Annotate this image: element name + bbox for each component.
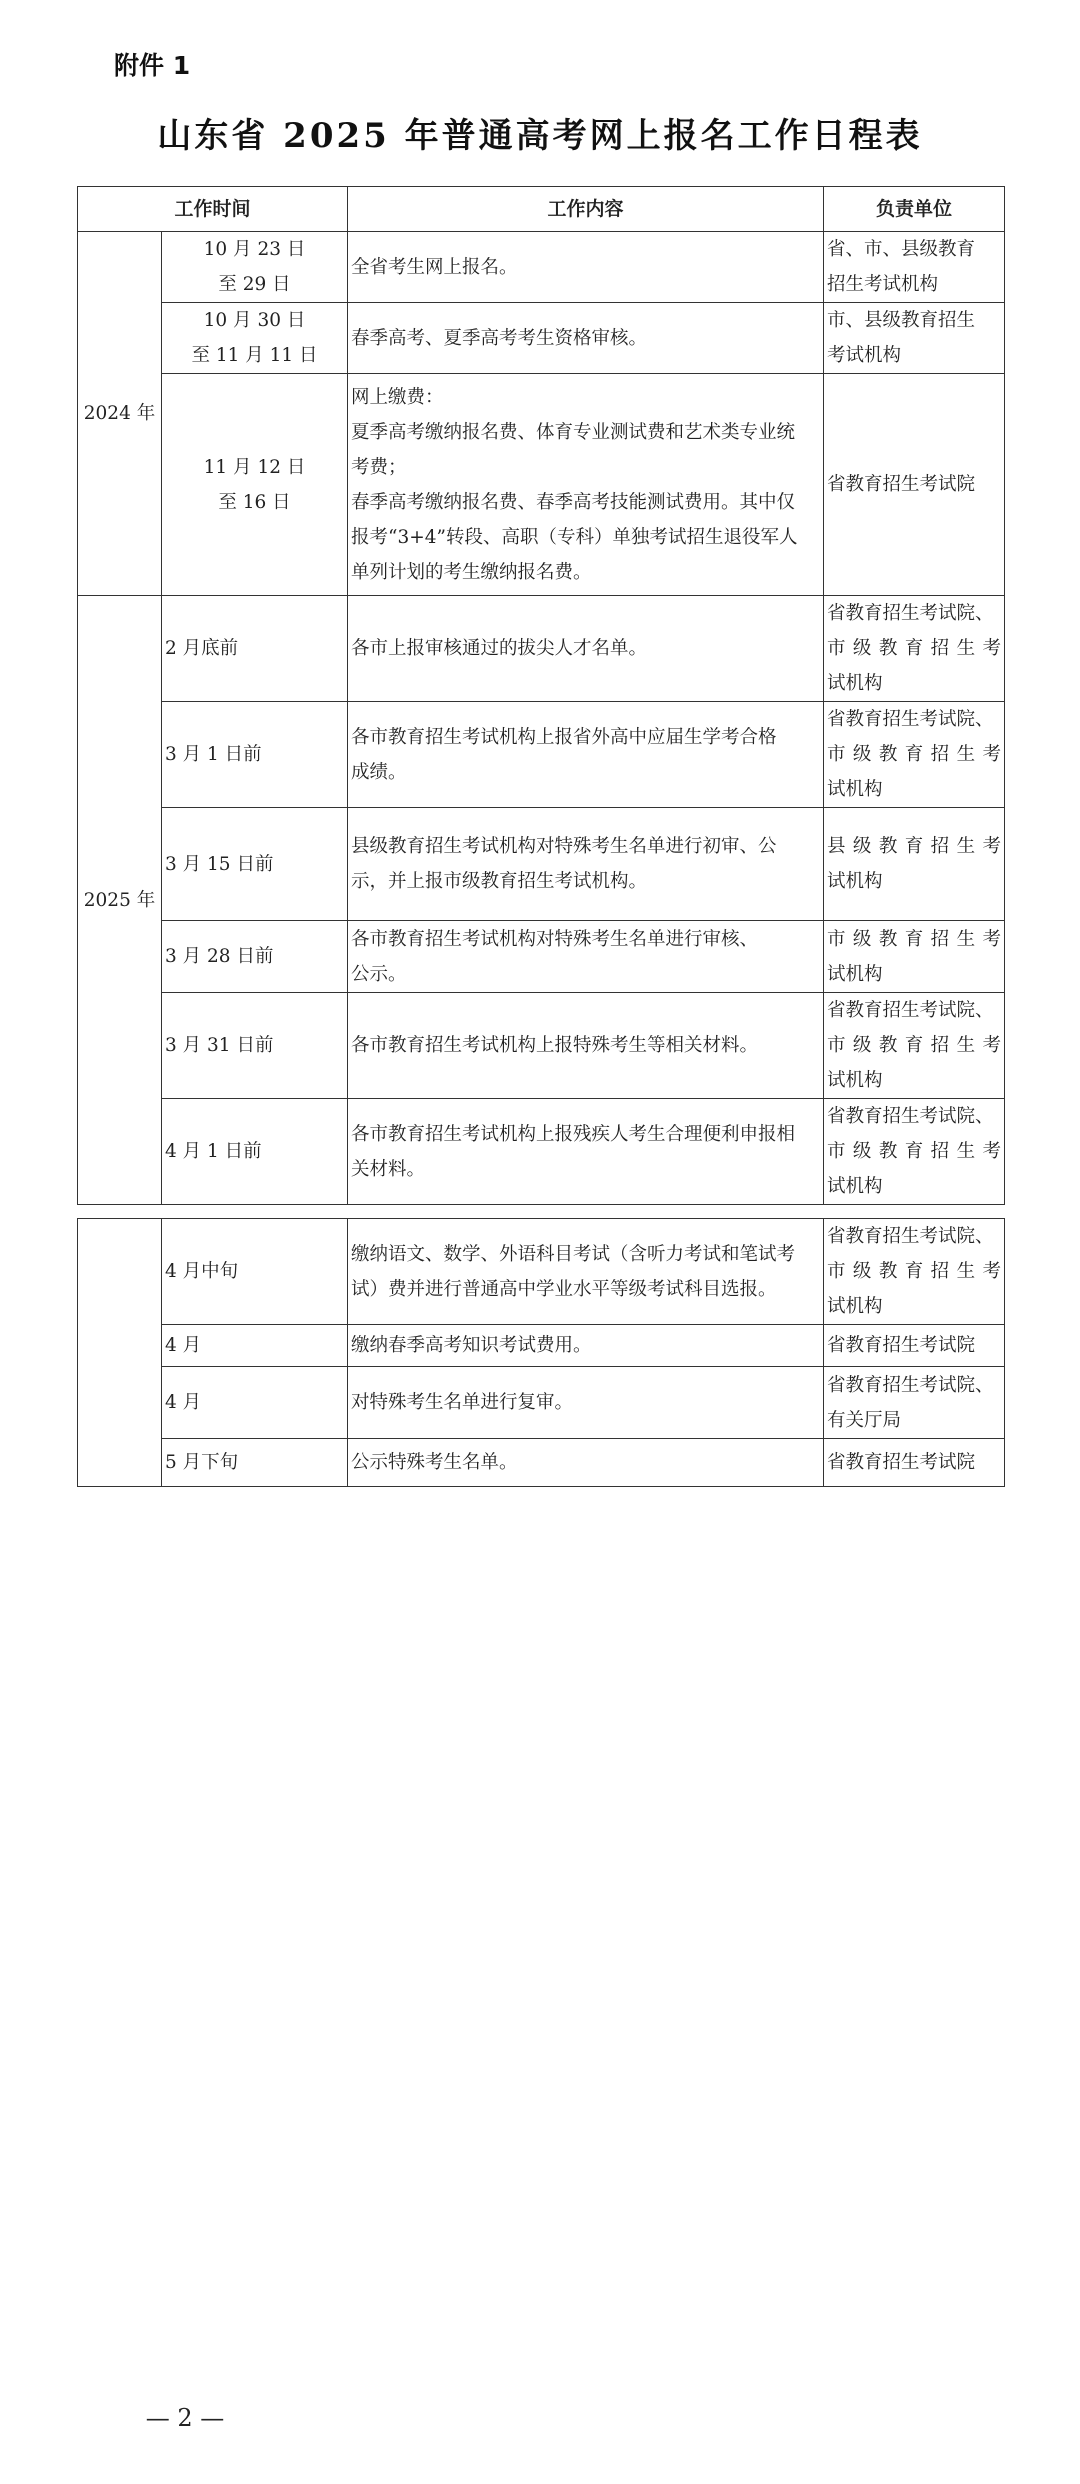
content-line: 春季高考缴纳报名费、春季高考技能测试费用。其中仅 bbox=[351, 491, 796, 513]
content-line: 单列计划的考生缴纳报名费。 bbox=[351, 561, 592, 583]
content-line: 各市教育招生考试机构上报省外高中应届生学考合格 bbox=[351, 726, 777, 748]
content-cell bbox=[348, 596, 824, 702]
content-line: 夏季高考缴纳报名费、体育专业测试费和艺术类专业统 bbox=[351, 421, 796, 443]
unit-line: 试机构 bbox=[827, 1176, 883, 1197]
content-line: 公示。 bbox=[351, 963, 407, 985]
page-number: — 2 — bbox=[145, 2404, 225, 2432]
content-line: 各市教育招生考试机构上报特殊考生等相关材料。 bbox=[351, 1035, 759, 1056]
content-line: 网上缴费： bbox=[351, 386, 444, 408]
unit-line: 省教育招生考试院 bbox=[827, 1452, 976, 1473]
date-line: 至 29 日 bbox=[218, 274, 291, 295]
table-row bbox=[78, 993, 1005, 1099]
year-cell-2024: 2024 年 bbox=[78, 232, 162, 596]
date-cell: 2 月底前 bbox=[162, 596, 348, 702]
table-row bbox=[78, 303, 1005, 374]
unit-line: 市级教育招生考 bbox=[827, 744, 1002, 765]
content-cell bbox=[348, 232, 824, 303]
unit-line: 市级教育招生考 bbox=[827, 928, 1002, 950]
unit-cell bbox=[824, 1439, 1005, 1487]
unit-line: 试机构 bbox=[827, 1070, 883, 1091]
unit-cell bbox=[824, 921, 1005, 993]
unit-line: 有关厅局 bbox=[827, 1409, 902, 1431]
content-cell bbox=[348, 921, 824, 993]
table-row bbox=[78, 596, 1005, 702]
content-cell bbox=[348, 1439, 824, 1487]
content-line: 缴纳春季高考知识考试费用。 bbox=[351, 1335, 592, 1356]
unit-line: 市级教育招生考 bbox=[827, 1035, 1002, 1056]
unit-line: 市级教育招生考 bbox=[827, 1141, 1002, 1162]
date-cell: 5 月下旬 bbox=[162, 1439, 348, 1487]
content-line: 各市上报审核通过的拔尖人才名单。 bbox=[351, 638, 648, 659]
unit-cell bbox=[824, 1219, 1005, 1325]
date-line: 11 月 12 日 bbox=[203, 456, 306, 478]
table-row bbox=[78, 1219, 1005, 1325]
unit-line: 省教育招生考试院、 bbox=[827, 603, 994, 624]
table-row bbox=[78, 921, 1005, 993]
unit-cell bbox=[824, 1367, 1005, 1439]
header-work-time: 工作时间 bbox=[78, 187, 348, 232]
content-cell bbox=[348, 808, 824, 921]
content-cell bbox=[348, 1099, 824, 1205]
unit-line: 县级教育招生考 bbox=[827, 836, 1002, 857]
unit-line: 招生考试机构 bbox=[827, 274, 939, 295]
date-cell bbox=[162, 303, 348, 374]
unit-cell bbox=[824, 596, 1005, 702]
date-cell: 3 月 28 日前 bbox=[162, 921, 348, 993]
date-cell: 3 月 31 日前 bbox=[162, 993, 348, 1099]
year-cell-continued bbox=[78, 1219, 162, 1487]
content-line: 缴纳语文、数学、外语科目考试（含听力考试和笔试考 bbox=[351, 1243, 796, 1265]
content-cell bbox=[348, 1367, 824, 1439]
content-line: 成绩。 bbox=[351, 761, 407, 783]
unit-cell bbox=[824, 702, 1005, 808]
date-cell: 4 月 1 日前 bbox=[162, 1099, 348, 1205]
table-row bbox=[78, 1325, 1005, 1367]
unit-line: 省、市、县级教育 bbox=[827, 239, 976, 260]
content-cell bbox=[348, 1219, 824, 1325]
table-row bbox=[78, 1439, 1005, 1487]
content-line: 报考“3+4”转段、高职（专科）单独考试招生退役军人 bbox=[351, 526, 798, 548]
schedule-table bbox=[77, 186, 1005, 1205]
unit-line: 省教育招生考试院、 bbox=[827, 1374, 994, 1396]
unit-line: 考试机构 bbox=[827, 345, 902, 366]
date-cell: 3 月 1 日前 bbox=[162, 702, 348, 808]
header-work-content: 工作内容 bbox=[348, 187, 824, 232]
content-line: 示，并上报市级教育招生考试机构。 bbox=[351, 871, 648, 892]
unit-line: 省教育招生考试院 bbox=[827, 1335, 976, 1356]
content-line: 对特殊考生名单进行复审。 bbox=[351, 1392, 574, 1413]
unit-line: 省教育招生考试院、 bbox=[827, 1106, 994, 1127]
date-cell: 4 月中旬 bbox=[162, 1219, 348, 1325]
unit-line: 试机构 bbox=[827, 963, 883, 985]
unit-cell bbox=[824, 303, 1005, 374]
unit-line: 试机构 bbox=[827, 779, 883, 800]
content-cell bbox=[348, 702, 824, 808]
unit-cell bbox=[824, 374, 1005, 596]
table-header-row bbox=[78, 187, 1005, 232]
content-cell bbox=[348, 993, 824, 1099]
date-cell: 3 月 15 日前 bbox=[162, 808, 348, 921]
unit-cell bbox=[824, 1099, 1005, 1205]
content-cell bbox=[348, 303, 824, 374]
content-line: 关材料。 bbox=[351, 1158, 426, 1180]
table-row bbox=[78, 702, 1005, 808]
unit-cell bbox=[824, 1325, 1005, 1367]
unit-cell bbox=[824, 808, 1005, 921]
unit-line: 市级教育招生考 bbox=[827, 1261, 1001, 1282]
unit-line: 省教育招生考试院、 bbox=[827, 1000, 994, 1021]
unit-line: 省教育招生考试院、 bbox=[827, 709, 994, 730]
content-cell bbox=[348, 1325, 824, 1367]
table-row bbox=[78, 1367, 1005, 1439]
content-line: 各市教育招生考试机构上报残疾人考生合理便利申报相 bbox=[351, 1123, 796, 1145]
table-row bbox=[78, 1099, 1005, 1205]
table-row bbox=[78, 808, 1005, 921]
date-cell bbox=[162, 374, 348, 596]
table-row bbox=[78, 374, 1005, 596]
unit-line: 试机构 bbox=[827, 673, 883, 694]
date-line: 10 月 23 日 bbox=[203, 239, 306, 260]
unit-line: 市、县级教育招生 bbox=[827, 310, 976, 331]
attachment-label: 附件 1 bbox=[114, 51, 191, 80]
date-line: 10 月 30 日 bbox=[203, 310, 306, 331]
date-line: 至 11 月 11 日 bbox=[191, 345, 318, 366]
table-row bbox=[78, 232, 1005, 303]
unit-line: 试机构 bbox=[827, 1296, 883, 1317]
unit-cell bbox=[824, 232, 1005, 303]
content-line: 各市教育招生考试机构对特殊考生名单进行审核、 bbox=[351, 928, 759, 950]
content-line: 试）费并进行普通高中学业水平等级考试科目选报。 bbox=[351, 1278, 777, 1300]
date-cell bbox=[162, 232, 348, 303]
year-cell-2025: 2025 年 bbox=[78, 596, 162, 1205]
content-line: 公示特殊考生名单。 bbox=[351, 1452, 518, 1473]
content-cell bbox=[348, 374, 824, 596]
date-cell: 4 月 bbox=[162, 1325, 348, 1367]
date-line: 至 16 日 bbox=[218, 491, 291, 513]
content-line: 考费； bbox=[351, 456, 407, 478]
content-line: 全省考生网上报名。 bbox=[351, 256, 518, 278]
unit-line: 省教育招生考试院 bbox=[827, 474, 976, 495]
unit-line: 试机构 bbox=[827, 871, 883, 892]
schedule-table-continued bbox=[77, 1218, 1005, 1487]
content-line: 春季高考、夏季高考考生资格审核。 bbox=[351, 327, 648, 349]
header-responsible-unit: 负责单位 bbox=[824, 187, 1005, 232]
date-cell: 4 月 bbox=[162, 1367, 348, 1439]
unit-cell bbox=[824, 993, 1005, 1099]
unit-line: 市级教育招生考 bbox=[827, 638, 1002, 659]
content-line: 县级教育招生考试机构对特殊考生名单进行初审、公 bbox=[351, 836, 777, 857]
page-title: 山东省 2025 年普通高考网上报名工作日程表 bbox=[157, 116, 923, 156]
unit-line: 省教育招生考试院、 bbox=[827, 1226, 994, 1247]
